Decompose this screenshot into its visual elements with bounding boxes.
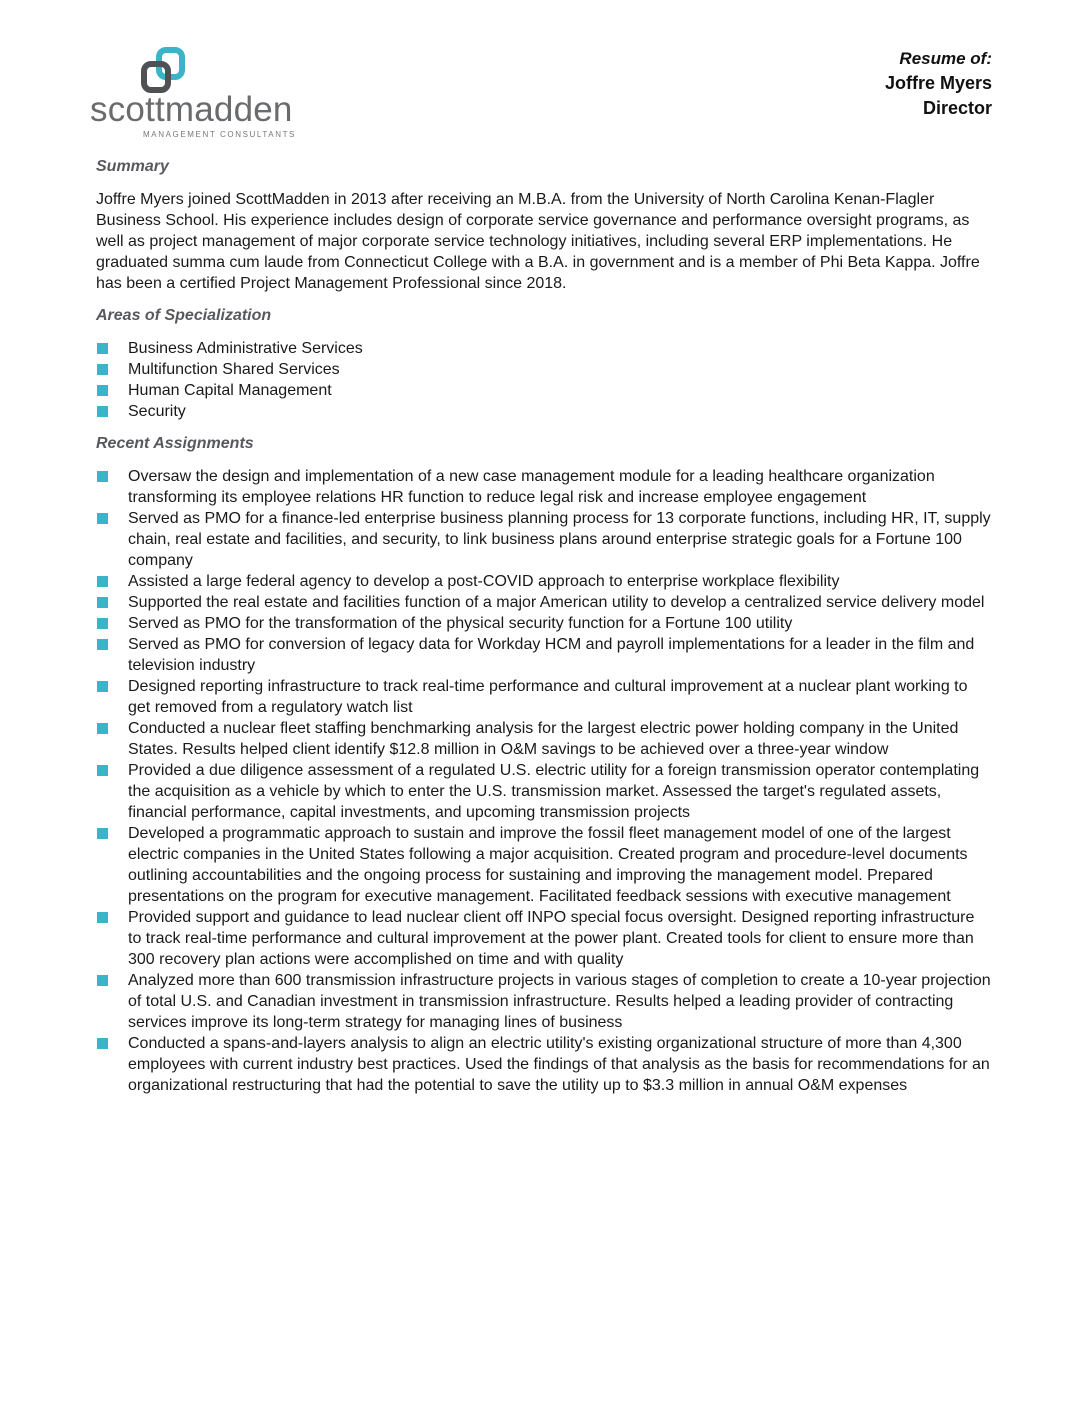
assignment-list-item — [96, 718, 992, 760]
bullet-square-icon — [97, 385, 108, 396]
list-item-text: Developed a programmatic approach to sustain and improve the fossil fleet management model of one of the largest electric companies in the United States following a major acquisition. Created program and procedure-level documents outlining accountabilities and the ongoing process for sustaining and improving the management model. Prepared presentations on the program for executive management. Facilitated feedback sessions with executive management — [128, 825, 968, 905]
assignment-list-item — [96, 970, 992, 1033]
list-item-text: Analyzed more than 600 transmission infrastructure projects in various stages of completion to create a 10-year projection of total U.S. and Canadian investment in transmission infrastructure. Results helped a leading provider of contracting services improve its long-term strategy for managing lines of business — [128, 972, 991, 1031]
specialization-list-item — [96, 359, 992, 380]
specialization-list — [96, 338, 992, 422]
assignments-heading: Recent Assignments — [96, 435, 254, 452]
summary-heading: Summary — [96, 158, 169, 175]
assignment-list-item — [96, 907, 992, 970]
specialization-list-item — [96, 401, 992, 422]
bullet-square-icon — [97, 1038, 108, 1049]
assignment-list-item — [96, 508, 992, 571]
person-title: Director — [922, 98, 992, 118]
bullet-square-icon — [97, 364, 108, 375]
list-item-text: Conducted a nuclear fleet staffing benchmarking analysis for the largest electric power holding company in the United States. Results helped client identify $12.8 million in O&M savings to be achieved over a three-year window — [128, 720, 959, 758]
bullet-square-icon — [97, 343, 108, 354]
list-item-text: Served as PMO for a finance-led enterprise business planning process for 13 corporate functions, including HR, IT, supply chain, real estate and facilities, and security, to link business plans around enterprise strategic goals for a Fortune 100 company — [128, 510, 991, 569]
scottmadden-logo — [90, 44, 302, 139]
bullet-square-icon — [97, 723, 108, 734]
bullet-square-icon — [97, 681, 108, 692]
assignment-list-item — [96, 676, 992, 718]
list-item-text: Conducted a spans-and-layers analysis to align an electric utility's existing organizational structure of more than 4,300 employees with current industry best practices. Used the findings of that analysis as the basis for recommendations for an organizational restructuring that had the potential to save the utility up to $3.3 million in annual O&M expenses — [128, 1035, 990, 1094]
assignments-section — [96, 435, 992, 1096]
logo-wordmark: scottmadden — [90, 90, 293, 129]
specialization-list-item — [96, 380, 992, 401]
assignment-list-item — [96, 592, 992, 613]
page-header — [90, 44, 992, 158]
list-item-text: Human Capital Management — [128, 382, 332, 399]
bullet-square-icon — [97, 406, 108, 417]
list-item-text: Assisted a large federal agency to develop a post-COVID approach to enterprise workplace flexibility — [128, 573, 840, 590]
bullet-square-icon — [97, 639, 108, 650]
assignment-list-item — [96, 823, 992, 907]
list-item-text: Served as PMO for the transformation of the physical security function for a Fortune 100 utility — [128, 615, 793, 632]
list-item-text: Provided a due diligence assessment of a regulated U.S. electric utility for a foreign transmission operator contemplating the acquisition as a vehicle by which to enter the U.S. transmission market. Assessed the target's regulated assets, financial performance, capital investments, and upcoming transmission projects — [128, 762, 980, 821]
bullet-square-icon — [97, 828, 108, 839]
assignment-list-item — [96, 634, 992, 676]
specialization-list-item — [96, 338, 992, 359]
assignment-list-item — [96, 613, 992, 634]
resume-of-label: Resume of: — [899, 49, 992, 68]
list-item-text: Designed reporting infrastructure to track real-time performance and cultural improvement at a nuclear plant working to get removed from a regulatory watch list — [128, 678, 968, 716]
bullet-square-icon — [97, 912, 108, 923]
list-item-text: Business Administrative Services — [128, 340, 363, 357]
logo-gray-square-icon — [141, 61, 171, 93]
bullet-square-icon — [97, 576, 108, 587]
list-item-text: Supported the real estate and facilities function of a major American utility to develop a centralized service delivery model — [128, 594, 985, 611]
scottmadden-logo-icon — [90, 44, 302, 93]
bullet-square-icon — [97, 975, 108, 986]
assignment-list-item — [96, 466, 992, 508]
list-item-text: Provided support and guidance to lead nuclear client off INPO special focus oversight. Designed reporting infrastructure to track real-time performance and cultural improvement at the power plant. Created tools for client to ensure more than 300 recovery plan actions were accomplished on time and with quality — [128, 909, 975, 968]
bullet-square-icon — [97, 618, 108, 629]
assignment-list-item — [96, 1033, 992, 1096]
list-item-text: Served as PMO for conversion of legacy data for Workday HCM and payroll implementations for a leader in the film and television industry — [128, 636, 975, 674]
specialization-heading: Areas of Specialization — [96, 307, 272, 324]
list-item-text: Oversaw the design and implementation of a new case management module for a leading healthcare organization transforming its employee relations HR function to reduce legal risk and increase employee engagement — [128, 468, 935, 506]
resume-title-block — [885, 47, 992, 121]
bullet-square-icon — [97, 471, 108, 482]
bullet-square-icon — [97, 513, 108, 524]
logo-tagline: MANAGEMENT CONSULTANTS — [143, 130, 296, 139]
bullet-square-icon — [97, 597, 108, 608]
person-name: Joffre Myers — [884, 73, 992, 93]
assignment-list-item — [96, 760, 992, 823]
specialization-section — [96, 307, 992, 422]
list-item-text: Multifunction Shared Services — [128, 361, 340, 378]
list-item-text: Security — [128, 403, 186, 420]
assignments-list — [96, 466, 992, 1096]
summary-section — [96, 158, 992, 294]
assignment-list-item — [96, 571, 992, 592]
summary-paragraph: Joffre Myers joined ScottMadden in 2013 after receiving an M.B.A. from the University of North Carolina Kenan-Flagler Business School. His experience includes design of corporate service governance and performance oversight programs, as well as project management of major corporate service technology initiatives, including several ERP implementations. He graduated summa cum laude from Connecticut College with a B.A. in government and is a member of Phi Beta Kappa. Joffre has been a certified Project Management Professional since 2018. — [96, 191, 980, 292]
bullet-square-icon — [97, 765, 108, 776]
